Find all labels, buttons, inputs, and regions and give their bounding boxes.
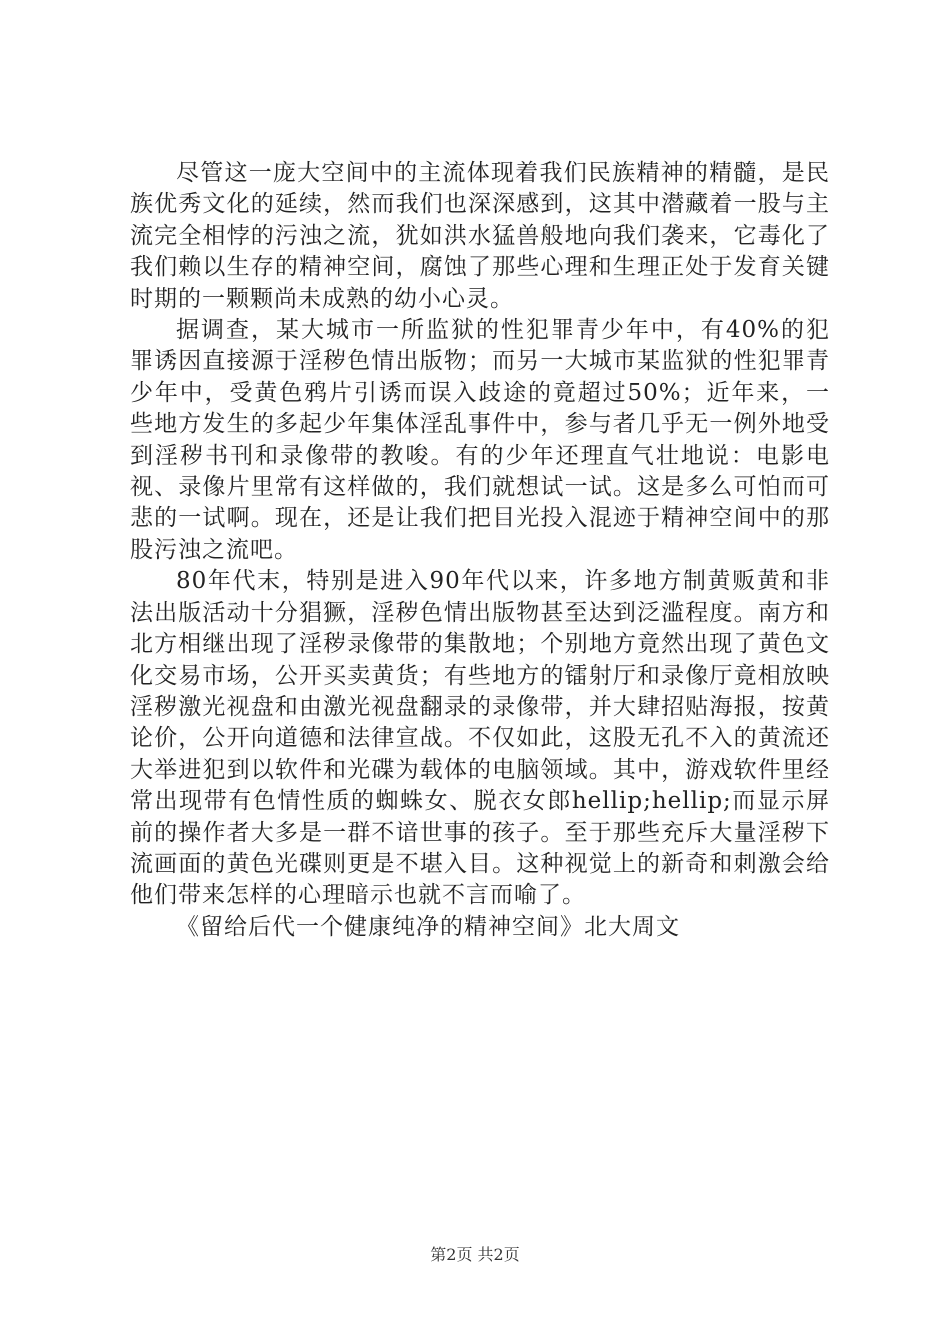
paragraph-4-source: 《留给后代一个健康纯净的精神空间》北大周文 [176, 913, 680, 940]
document-body [130, 158, 830, 943]
paragraph-3: 80年代末，特别是进入90年代以来，许多地方制黄贩黄和非法出版活动十分猖獗，淫秽色情出版物甚至达到泛滥程度。南方和北方相继出现了淫秽录像带的集散地；个别地方竟然出现了黄色文化交易市场，公开买卖黄货；有些地方的镭射厅和录像厅竟相放映淫秽激光视盘和由激光视盘翻录的录像带，并大肆招贴海报，按黄论价，公开向道德和法律宣战。不仅如此，这股无孔不入的黄流还大举进犯到以软件和光碟为载体的电脑领域。其中，游戏软件里经常出现带有色情性质的蜘蛛女、脱衣女郎hellip;hellip;而显示屏前的操作者大多是一群不谙世事的孩子。至于那些充斥大量淫秽下流画面的黄色光碟则更是不堪入目。这种视觉上的新奇和刺激会给他们带来怎样的心理暗示也就不言而喻了。 [130, 568, 830, 909]
page-number-footer: 第2页 共2页 [430, 1245, 520, 1264]
paragraph-1: 尽管这一庞大空间中的主流体现着我们民族精神的精髓，是民族优秀文化的延续，然而我们也深深感到，这其中潜藏着一股与主流完全相悖的污浊之流，犹如洪水猛兽般地向我们袭来，它毒化了我们赖以生存的精神空间，腐蚀了那些心理和生理正处于发育关键时期的一颗颗尚未成熟的幼小心灵。 [130, 160, 830, 312]
paragraph-2: 据调查，某大城市一所监狱的性犯罪青少年中，有40%的犯罪诱因直接源于淫秽色情出版物；而另一大城市某监狱的性犯罪青少年中，受黄色鸦片引诱而误入歧途的竟超过50%；近年来，一些地方发生的多起少年集体淫乱事件中，参与者几乎无一例外地受到淫秽书刊和录像带的教唆。有的少年还理直气壮地说：电影电视、录像片里常有这样做的，我们就想试一试。这是多么可怕而可悲的一试啊。现在，还是让我们把目光投入混迹于精神空间中的那股污浊之流吧。 [130, 317, 830, 563]
